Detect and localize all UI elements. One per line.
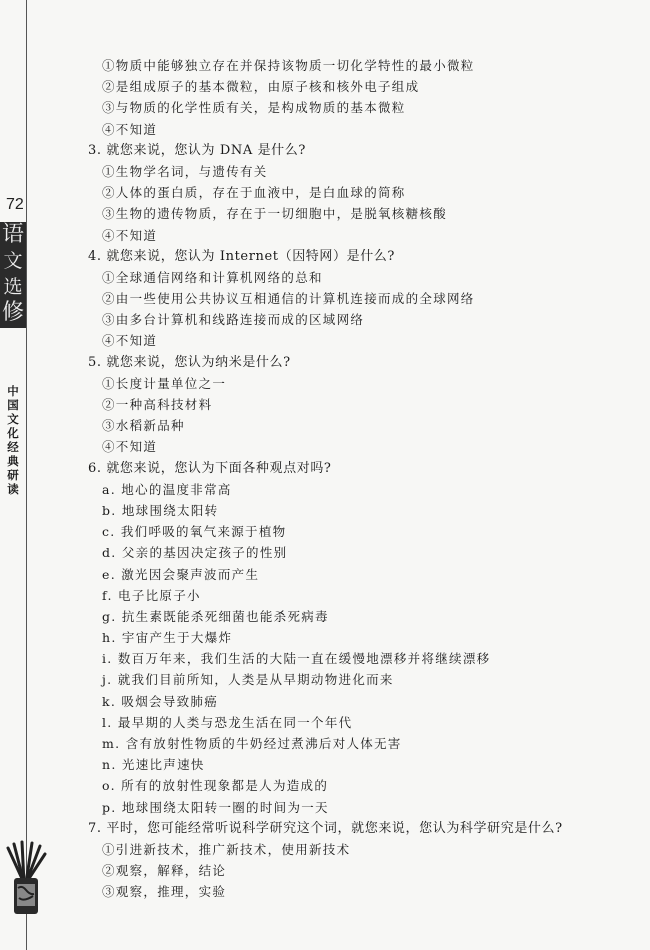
vertical-book-title xyxy=(4,384,22,496)
question-text: 3. 就您来说，您认为 DNA 是什么? xyxy=(88,142,306,158)
answer-option: ②一种高科技材料 xyxy=(102,397,213,412)
answer-option: l. 最早期的人类与恐龙生活在同一个年代 xyxy=(102,714,353,730)
answer-option: ③与物质的化学性质有关，是构成物质的基本微粒 xyxy=(102,100,406,116)
page-number: 72 xyxy=(6,196,24,213)
answer-option: b. 地球围绕太阳转 xyxy=(102,502,219,518)
answer-option: ②观察，解释，结论 xyxy=(102,863,227,879)
band-char: 语 xyxy=(1,222,24,247)
answer-option: o. 所有的放射性现象都是人为造成的 xyxy=(102,778,329,794)
survey-questions xyxy=(88,55,638,903)
answer-option: d. 父亲的基因决定孩子的性别 xyxy=(102,545,288,561)
answer-option: i. 数百万年来，我们生活的大陆一直在缓慢地漂移并将继续漂移 xyxy=(102,651,491,667)
answer-option: ①物质中能够独立存在并保持该物质一切化学特性的最小微粒 xyxy=(102,58,475,73)
answer-option: j. 就我们目前所知，人类是从早期动物进化而来 xyxy=(102,672,394,688)
answer-option: m. 含有放射性物质的牛奶经过煮沸后对人体无害 xyxy=(102,736,402,751)
title-char: 化 xyxy=(7,426,19,440)
title-char: 文 xyxy=(7,412,19,426)
answer-option: ④不知道 xyxy=(102,439,158,455)
answer-option: ③生物的遗传物质，存在于一切细胞中，是脱氧核糖核酸 xyxy=(102,206,448,222)
answer-option: ④不知道 xyxy=(102,333,158,349)
answer-option: ②人体的蛋白质，存在于血液中，是白血球的简称 xyxy=(102,185,406,201)
answer-option: ④不知道 xyxy=(102,121,158,137)
answer-option: ①全球通信网络和计算机网络的总和 xyxy=(102,269,323,285)
question-text: 5. 就您来说，您认为纳米是什么? xyxy=(88,354,291,370)
answer-option: k. 吸烟会导致肺癌 xyxy=(102,693,219,709)
answer-option: ①生物学名词，与遗传有关 xyxy=(102,163,268,179)
band-char: 文 xyxy=(3,250,23,272)
answer-option: h. 宇宙产生于大爆炸 xyxy=(102,630,233,646)
answer-option: n. 光速比声速快 xyxy=(102,757,205,773)
answer-option: g. 抗生素既能杀死细菌也能杀死病毒 xyxy=(102,608,329,624)
title-char: 读 xyxy=(7,482,19,496)
answer-option: f. 电子比原子小 xyxy=(102,587,201,603)
series-band xyxy=(0,222,26,328)
answer-option: c. 我们呼吸的氧气来源于植物 xyxy=(102,524,287,540)
answer-option: ③由多台计算机和线路连接而成的区域网络 xyxy=(102,312,365,328)
answer-option: ④不知道 xyxy=(102,227,158,243)
band-char: 修 xyxy=(1,300,24,325)
title-char: 研 xyxy=(7,468,19,482)
answer-option: ②是组成原子的基本微粒，由原子核和核外电子组成 xyxy=(102,79,420,95)
answer-option: ①长度计量单位之一 xyxy=(102,375,227,391)
answer-option: ①引进新技术，推广新技术，使用新技术 xyxy=(102,841,351,857)
question-text: 7. 平时，您可能经常听说科学研究这个词，就您来说，您认为科学研究是什么? xyxy=(88,820,563,836)
title-char: 经 xyxy=(7,440,19,454)
answer-option: ②由一些使用公共协议互相通信的计算机连接而成的全球网络 xyxy=(102,291,475,307)
answer-option: ③水稻新品种 xyxy=(102,418,185,434)
band-char: 选 xyxy=(3,276,23,298)
margin-rule xyxy=(26,0,27,950)
title-char: 中 xyxy=(7,384,19,398)
answer-option: a. 地心的温度非常高 xyxy=(102,481,232,497)
answer-option: e. 激光因会聚声波而产生 xyxy=(102,566,260,582)
answer-option: ③观察，推理，实验 xyxy=(102,884,227,900)
answer-option: p. 地球围绕太阳转一圈的时间为一天 xyxy=(102,799,329,815)
question-text: 4. 就您来说，您认为 Internet（因特网）是什么? xyxy=(88,248,395,264)
question-text: 6. 就您来说，您认为下面各种观点对吗? xyxy=(88,460,332,476)
title-char: 国 xyxy=(7,398,19,412)
brush-pot-icon xyxy=(2,838,48,918)
title-char: 典 xyxy=(7,454,19,468)
